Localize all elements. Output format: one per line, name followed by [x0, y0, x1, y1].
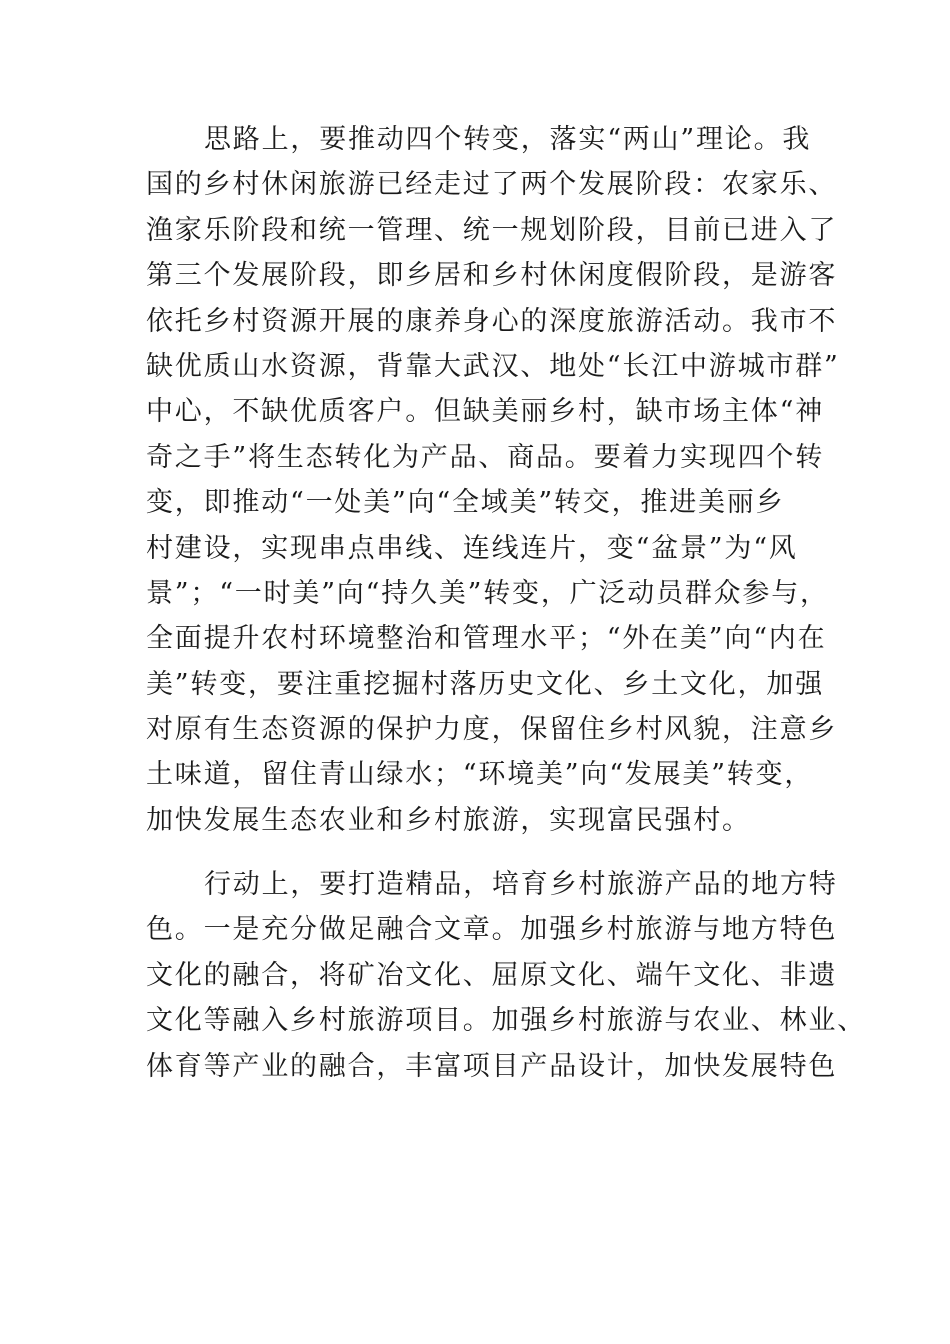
- paragraph-line: 对原有生态资源的保护力度，保留住乡村风貌，注意乡: [146, 714, 838, 746]
- paragraph-line: 全面提升农村环境整治和管理水平；“外在美”向“内在: [146, 623, 827, 655]
- paragraph-line: 中心，不缺优质客户。但缺美丽乡村，缺市场主体“神: [146, 396, 825, 428]
- paragraph-line: 土味道，留住青山绿水；“环境美”向“发展美”转变，: [146, 759, 814, 791]
- paragraph-line: 体育等产业的融合，丰富项目产品设计，加快发展特色: [146, 1050, 838, 1082]
- paragraph-line: 美”转变，要注重挖掘村落历史文化、乡土文化，加强: [146, 668, 825, 700]
- paragraph-line: 村建设，实现串点串线、连线连片，变“盆景”为“风: [146, 532, 798, 564]
- paragraph-line: 文化等融入乡村旅游项目。加强乡村旅游与农业、林业、: [146, 1005, 866, 1037]
- paragraph-line: 缺优质山水资源，背靠大武汉、地处“长江中游城市群”: [146, 350, 840, 382]
- paragraph-line: 第三个发展阶段，即乡居和乡村休闲度假阶段，是游客: [146, 260, 838, 292]
- paragraph-line: 行动上，要打造精品，培育乡村旅游产品的地方特: [204, 869, 838, 900]
- paragraph-line: 加快发展生态农业和乡村旅游，实现富民强村。: [146, 804, 751, 836]
- paragraph-ideas: [146, 117, 840, 843]
- paragraph-line: 依托乡村资源开展的康养身心的深度旅游活动。我市不: [146, 305, 838, 337]
- paragraph-line: 变，即推动“一处美”向“全域美”转交，推进美丽乡: [146, 487, 785, 519]
- paragraph-line: 奇之手”将生态转化为产品、商品。要着力实现四个转: [146, 441, 825, 473]
- paragraph-actions: [146, 862, 866, 1089]
- paragraph-line: 思路上，要推动四个转变，落实“两山”理论。我: [204, 124, 812, 155]
- paragraph-line: 景”；“一时美”向“持久美”转变，广泛动员群众参与，: [146, 577, 829, 609]
- paragraph-line: 文化的融合，将矿冶文化、屈原文化、端午文化、非遗: [146, 959, 838, 991]
- paragraph-line: 国的乡村休闲旅游已经走过了两个发展阶段：农家乐、: [146, 169, 838, 201]
- paragraph-line: 色。一是充分做足融合文章。加强乡村旅游与地方特色: [146, 914, 838, 946]
- paragraph-line: 渔家乐阶段和统一管理、统一规划阶段，目前已进入了: [146, 214, 838, 246]
